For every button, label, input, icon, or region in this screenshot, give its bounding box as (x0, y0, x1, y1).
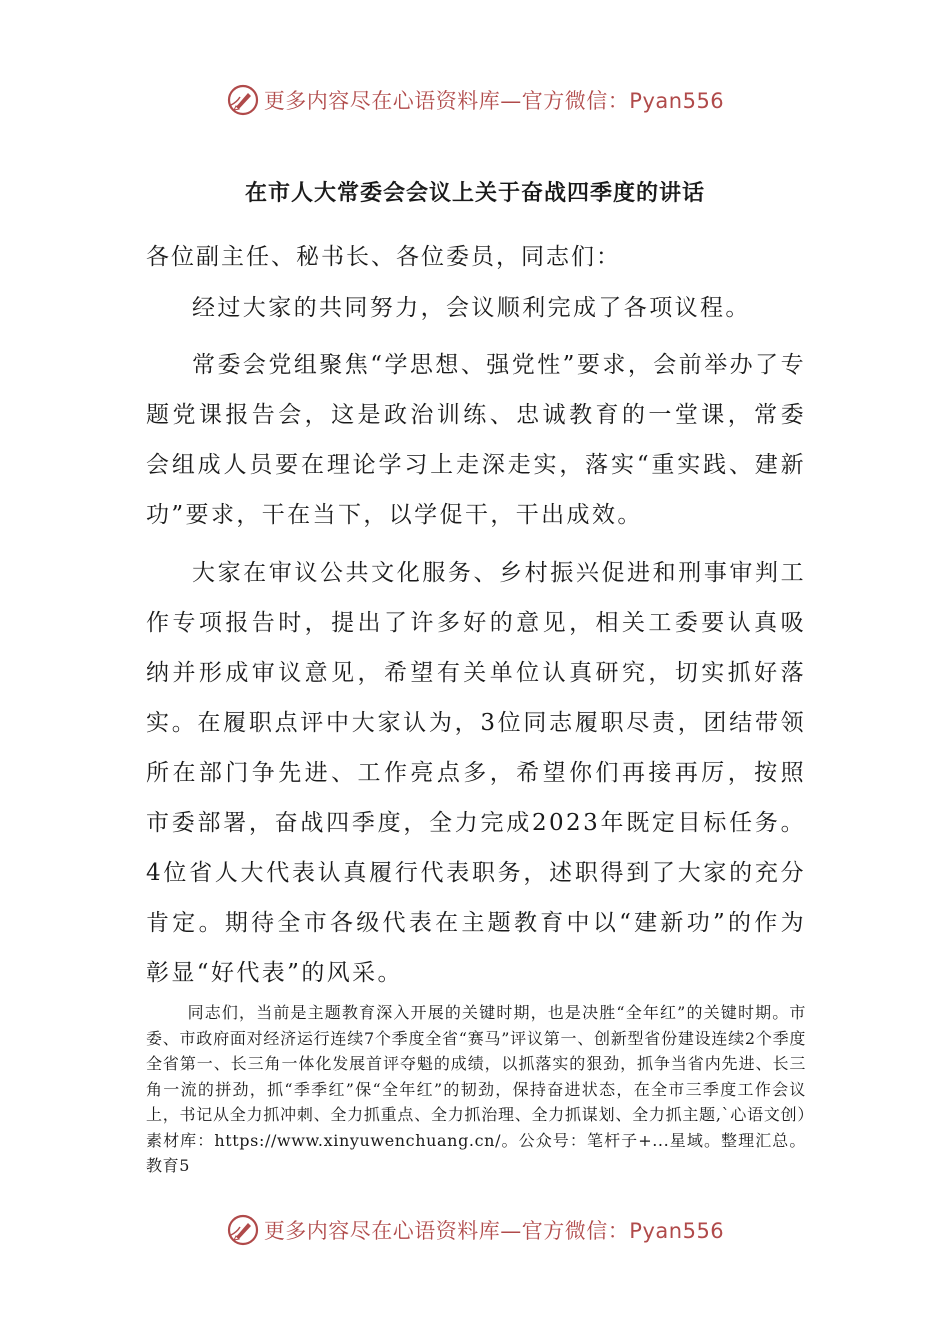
salutation: 各位副主任、秘书长、各位委员，同志们： (146, 244, 621, 270)
header-banner-text: 更多内容尽在心语资料库—官方微信：Pyan556 (263, 89, 725, 113)
footer-banner (0, 1210, 950, 1250)
paragraph-1: 经过大家的共同努力，会议顺利完成了各项议程。 (192, 295, 751, 321)
pen-logo-icon (226, 1213, 260, 1247)
paragraph-3: 大家在审议公共文化服务、乡村振兴促进和刑事审判工作专项报告时，提出了许多好的意见，相关工委要认真吸纳并形成审议意见，希望有关单位认真研究，切实抓好落实。在履职点评中大家认为，3位同志履职尽责，团结带领所在部门争先进、工作亮点多，希望你们再接再厉，按照市委部署，奋战四季度，全力完成2023年既定目标任务。4位省人大代表认真履行代表职务，述职得到了大家的充分肯定。期待全市各级代表在主题教育中以“建新功”的作为彰显“好代表”的风采。 (146, 560, 806, 986)
paragraph-2: 常委会党组聚焦“学思想、强党性”要求，会前举办了专题党课报告会，这是政治训练、忠诚教育的一堂课，常委会组成人员要在理论学习上走深走实，落实“重实践、建新功”要求，干在当下，以学促干，干出成效。 (146, 352, 806, 528)
paragraph-4-small: 同志们，当前是主题教育深入开展的关键时期，也是决胜“全年红”的关键时期。市委、市政府面对经济运行连续7个季度全省“赛马”评议第一、创新型省份建设连续2个季度全省第一、长三角一体化发展首评夺魁的成绩，以抓落实的狠劲，抓争当省内先进、长三角一流的拼劲，抓“季季红”保“全年红”的韧劲，保持奋进状态，在全市三季度工作会议上，书记从全力抓冲刺、全力抓重点、全力抓治理、全力抓谋划、全力抓主题,`心语文创）素材库：https://www.xinyuwenchuang.cn/。公众号：笔杆子+...星域。整理汇总。教育5 (146, 1003, 806, 1175)
document-title: 在市人大常委会会议上关于奋战四季度的讲话 (244, 180, 705, 206)
pen-logo-icon (226, 83, 260, 117)
header-banner (0, 80, 950, 120)
footer-banner-text: 更多内容尽在心语资料库—官方微信：Pyan556 (263, 1219, 725, 1243)
